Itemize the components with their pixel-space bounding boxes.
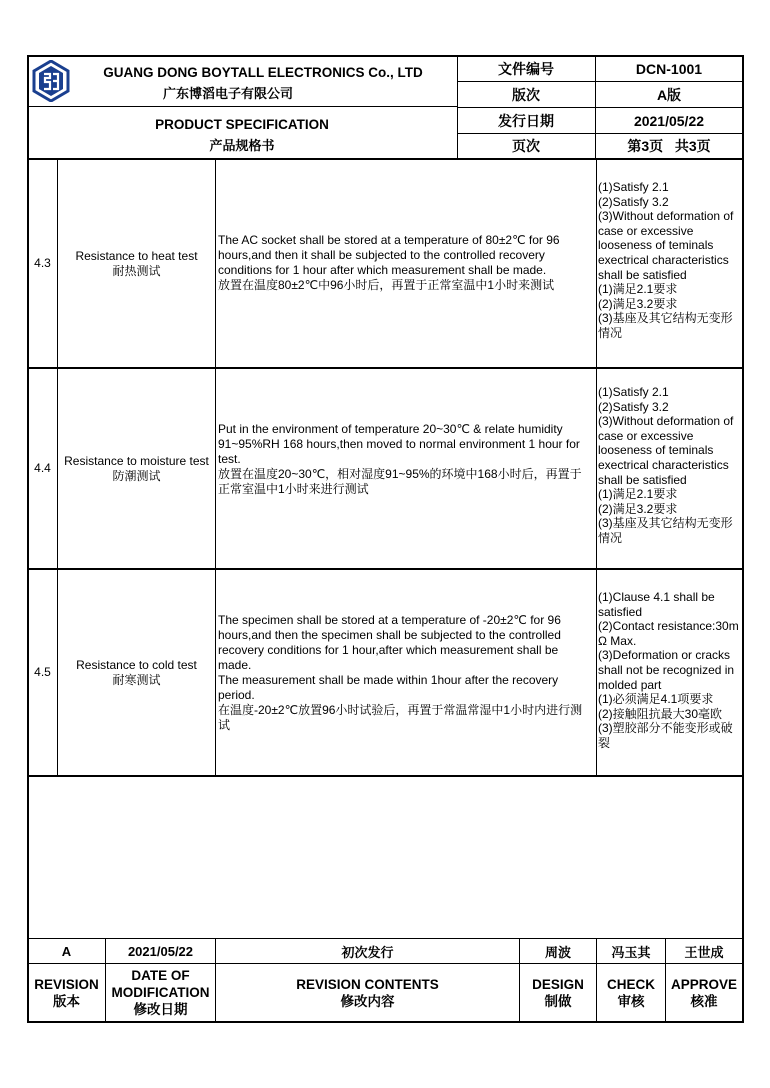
test-procedure: [218, 233, 596, 293]
doc-number-value: DCN-1001: [635, 60, 703, 77]
label-en: MODIFICATION: [111, 985, 210, 1000]
requirement-line: shall be satisfied: [598, 267, 687, 282]
issue-date-value: 2021/05/22: [633, 112, 705, 129]
document-title-cn: 产品规格书: [209, 138, 275, 153]
company-name-cn: 广东博滔电子有限公司: [162, 86, 293, 101]
issue-date-label: 发行日期: [498, 112, 554, 129]
requirement-line: (2)接触阻抗最大30毫欧: [598, 706, 723, 721]
document-title-en: PRODUCT SPECIFICATION: [155, 117, 329, 132]
procedure-line: period.: [218, 688, 255, 702]
requirement-line: (2)满足3.2要求: [598, 501, 678, 516]
requirement-line: (3)塑胶部分不能变形或破: [598, 721, 733, 736]
requirement-line: molded part: [598, 677, 662, 692]
test-name-cn: 耐寒测试: [112, 672, 161, 687]
requirement-line: (1)Clause 4.1 shall be: [598, 590, 715, 604]
requirement-line: (3)Without deformation of: [598, 414, 734, 429]
procedure-line: The AC socket shall be stored at a temperature of 80±2℃ for 96: [218, 233, 560, 247]
test-name-en: Resistance to cold test: [76, 657, 197, 672]
test-name: [58, 160, 215, 367]
test-name-en: Resistance to moisture test: [64, 453, 209, 468]
requirement-line: (1)Satisfy 2.1: [598, 385, 669, 399]
revision-designer: 周波: [544, 944, 571, 960]
test-procedure: [218, 613, 596, 733]
label-cn: 修改内容: [340, 993, 395, 1009]
label-cn: 制做: [544, 993, 572, 1009]
company-logo: [32, 60, 70, 102]
requirement-line: shall be satisfied: [598, 472, 687, 487]
boytall-logo-icon: [32, 60, 70, 102]
test-name-cn: 防潮测试: [112, 468, 161, 483]
label-cn: 版本: [53, 993, 80, 1009]
requirement-line: 裂: [598, 735, 611, 750]
revision-label-cell: [28, 964, 105, 1021]
revision-content: 初次发行: [341, 944, 394, 960]
requirement-line: (2)Contact resistance:30m: [598, 619, 739, 634]
label-en: REVISION CONTENTS: [296, 976, 439, 992]
contents-label-cell: [216, 964, 519, 1021]
requirement-line: (2)Satisfy 3.2: [598, 399, 669, 414]
revision-date: 2021/05/22: [127, 943, 194, 959]
revision-label: 版次: [512, 86, 540, 103]
procedure-line: The measurement shall be made within 1hour after the recovery: [218, 673, 559, 687]
test-requirement: [598, 385, 742, 546]
procedure-line: hours,and then it shall be subjected to the controlled recovery: [218, 248, 545, 262]
requirement-line: 情况: [598, 530, 623, 545]
requirement-line: case or excessive: [598, 428, 694, 443]
test-requirement: [598, 590, 742, 751]
date-label-cell: [106, 964, 215, 1021]
procedure-line: 放置在温度20~30℃，相对湿度91~95%的环境中168小时后，再置于: [218, 467, 582, 481]
procedure-line: 放置在温度80±2℃中96小时后，再置于正常室温中1小时来测试: [218, 278, 555, 292]
doc-number-label: 文件编号: [498, 60, 554, 77]
label-en: REVISION: [34, 976, 99, 992]
label-en: DATE OF: [131, 968, 190, 983]
revision-code: A: [61, 943, 72, 959]
procedure-line: hours,and then the specimen shall be subjected to the controlled: [218, 628, 561, 642]
check-label-cell: [597, 964, 665, 1021]
page-value: 第3页 共3页: [627, 138, 711, 154]
test-name-en: Resistance to heat test: [75, 248, 198, 263]
company-name-en: GUANG DONG BOYTALL ELECTRONICS Co., LTD: [103, 65, 423, 80]
label-en: DESIGN: [532, 976, 584, 992]
requirement-line: Ω Max.: [598, 633, 637, 648]
test-number: 4.4: [34, 461, 51, 475]
procedure-line: 91~95%RH 168 hours,then moved to normal environment 1 hour for: [218, 437, 580, 451]
requirement-line: exectrical characteristics: [598, 457, 729, 472]
procedure-line: Put in the environment of temperature 20~30℃ & relate humidity: [218, 422, 563, 436]
test-name-cn: 耐热测试: [112, 263, 161, 278]
label-en: APPROVE: [670, 976, 738, 992]
requirement-line: exectrical characteristics: [598, 252, 729, 267]
requirement-line: looseness of teminals: [598, 238, 714, 253]
procedure-line: 试: [218, 718, 231, 732]
test-requirement: [598, 180, 742, 341]
requirement-line: case or excessive: [598, 223, 694, 238]
approve-label-cell: [666, 964, 742, 1021]
procedure-line: made.: [218, 658, 252, 672]
requirement-line: 情况: [598, 325, 623, 340]
procedure-line: test.: [218, 452, 241, 466]
label-cn: 修改日期: [133, 1002, 188, 1017]
requirement-line: (3)基座及其它结构无变形: [598, 516, 733, 531]
test-procedure: [218, 422, 596, 497]
procedure-line: recovery conditions for 1 hour,after which measurement shall be: [218, 643, 559, 657]
requirement-line: (1)满足2.1要求: [598, 282, 678, 297]
test-number: 4.3: [34, 256, 51, 270]
requirement-line: (1)Satisfy 2.1: [598, 180, 669, 194]
requirement-line: (3)Deformation or cracks: [598, 648, 731, 663]
procedure-line: conditions for 1 hour after which measurement shall be made.: [218, 263, 547, 277]
requirement-line: satisfied: [598, 604, 643, 619]
page-label: 页次: [512, 138, 540, 154]
requirement-line: looseness of teminals: [598, 443, 714, 458]
requirement-line: (1)必须满足4.1项要求: [598, 692, 714, 707]
label-en: CHECK: [606, 976, 655, 992]
design-label-cell: [520, 964, 596, 1021]
requirement-line: (3)Without deformation of: [598, 209, 734, 224]
label-cn: 核准: [690, 993, 718, 1009]
revision-value: A版: [656, 86, 682, 103]
revision-checker: 冯玉其: [611, 944, 651, 960]
label-cn: 审核: [617, 993, 645, 1009]
test-name: [58, 369, 215, 568]
procedure-line: 正常室温中1小时来进行测试: [218, 482, 369, 496]
procedure-line: 在温度-20±2℃放置96小时试验后，再置于常温常湿中1小时内进行测: [218, 703, 583, 717]
procedure-line: The specimen shall be stored at a temperature of -20±2℃ for 96: [218, 613, 561, 627]
requirement-line: (1)满足2.1要求: [598, 487, 678, 502]
revision-approver: 王世成: [684, 944, 724, 960]
test-name: [58, 570, 215, 775]
requirement-line: (3)基座及其它结构无变形: [598, 311, 733, 326]
requirement-line: shall not be recognized in: [598, 662, 735, 677]
requirement-line: (2)Satisfy 3.2: [598, 194, 669, 209]
test-number: 4.5: [34, 665, 51, 679]
requirement-line: (2)满足3.2要求: [598, 296, 678, 311]
